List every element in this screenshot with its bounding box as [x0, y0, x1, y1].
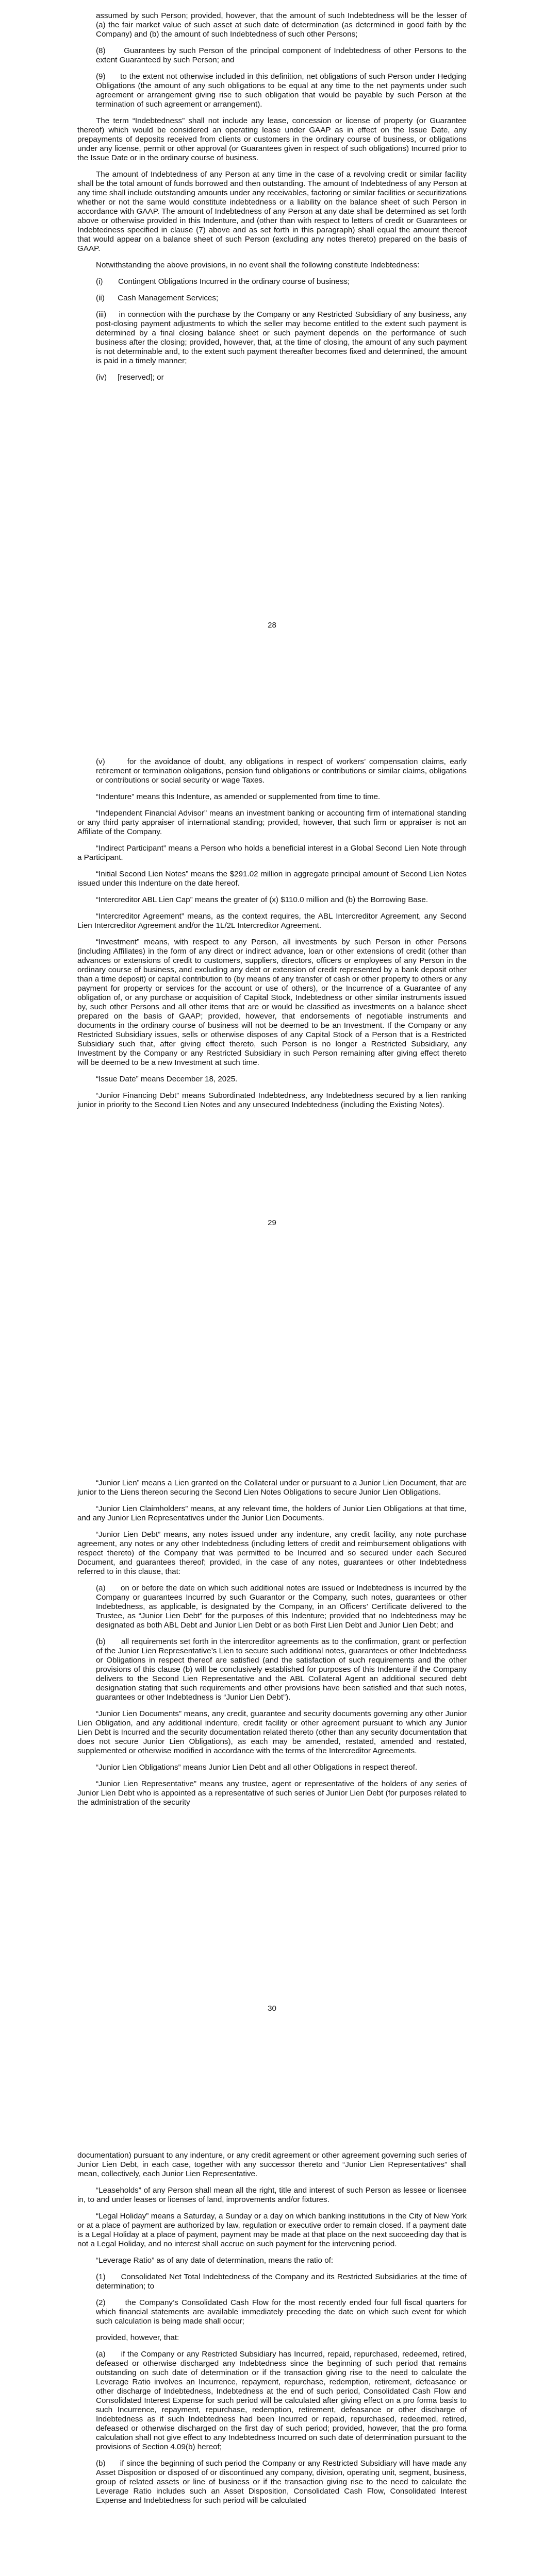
- paragraph: Notwithstanding the above provisions, in no event shall the following constitute Indebtedness:: [96, 261, 420, 269]
- page-31: [0, 2110, 544, 2576]
- list-item: (iv) [reserved]; or: [96, 373, 164, 382]
- definition-junior-lien-debt: “Junior Lien Debt” means, any notes issued under any indenture, any credit facility, any note purchase agreement, any notes or any other Indebtedness (including letters of credit and reimbursement obligations with respect thereto) of the Company that was permitted to be Incurred and so secured under each Secured Document, and guarantees thereof; provided, in the case of any notes, guarantees or other Indebtedness referred to in this clause, that:: [77, 1530, 467, 1576]
- list-item: (iii) in connection with the purchase by the Company or any Restricted Subsidiary of any business, any post-closing payment adjustments to which the seller may become entitled to the extent such payment is determined by a final closing balance sheet or such payment depends on the performance of such business after the closing; provided, however, that, at the time of closing, the amount of any such payment is not determinable and, to the extent such payment thereafter becomes fixed and determined, the amount is paid in a timely manner;: [96, 310, 467, 365]
- definition-junior-lien-representative: “Junior Lien Representative” means any trustee, agent or representative of the holders of any series of Junior Lien Debt who is appointed as a representative of such series of Junior Lien Debt (for purposes related to the administration of the security: [77, 1780, 467, 1807]
- definition-legal-holiday: “Legal Holiday” means a Saturday, a Sunday or a day on which banking institutions in the City of New York or at a place of payment are authorized by law, regulation or executive order to remain closed. If a payment date is a Legal Holiday at a place of payment, payment may be made at that place on the next succeeding day that is not a Legal Holiday, and no interest shall accrue on such payment for the intervening period.: [77, 2212, 467, 2248]
- definition-indirect-participant: “Indirect Participant” means a Person who holds a beneficial interest in a Global Second Lien Note through a Participant.: [77, 844, 467, 862]
- clause-b: (b) if since the beginning of such period the Company or any Restricted Subsidiary will have made any Asset Disposition or disposed of or discontinued any company, division, operating unit, segment, business, group of related assets or line of business or if the transaction giving rise to the need to calculate the Leverage Ratio includes such an Asset Disposition, Consolidated Cash Flow, Consolidated Interest Expense and Indebtedness for such period will be calculated: [96, 2459, 467, 2505]
- clause-a: (a) if the Company or any Restricted Subsidiary has Incurred, repaid, repurchased, redeemed, retired, defeased or otherwise discharged any Indebtedness since the beginning of such period that remains outstanding on such date of determination or if the transaction giving rise to the need to calculate the Leverage Ratio involves an Incurrence, repayment, repurchase, redemption, retirement, defeasance or other discharge of Indebtedness, Indebtedness at the end of such period, Consolidated Cash Flow and Consolidated Interest Expense for such period will be calculated after giving effect on a pro forma basis to such Incurrence, repayment, repurchase, redemption, retirement, defeasance or other discharge of Indebtedness as if such Indebtedness had been Incurred or repaid, repurchased, redeemed, retired, defeased or otherwise discharged on the first day of such period; provided, however, that the pro forma calculation shall not give effect to any Indebtedness Incurred on such date of determination pursuant to the provisions of Section 4.09(b) hereof;: [96, 2350, 467, 2451]
- paragraph: provided, however, that:: [96, 2333, 179, 2342]
- page-number: 30: [268, 2004, 276, 2013]
- clause-8: (8) Guarantees by such Person of the principal component of Indebtedness of other Persons to the extent Guaranteed by such Person; and: [96, 46, 467, 64]
- definition-junior-lien: “Junior Lien” means a Lien granted on the Collateral under or pursuant to a Junior Lien Document, that are junior to the Liens thereon securing the Second Lien Notes Obligations to secure Junior Lien Obligations.: [77, 1479, 467, 1497]
- definition-junior-lien-obligations: “Junior Lien Obligations” means Junior Lien Debt and all other Obligations in respect thereof.: [96, 1763, 418, 1772]
- page-30: [0, 1406, 544, 2110]
- definition-leverage-ratio: “Leverage Ratio” as of any date of determination, means the ratio of:: [96, 2256, 334, 2265]
- clause-9: (9) to the extent not otherwise included in this definition, net obligations of such Person under Hedging Obligations (the amount of any such obligations to be equal at any time to the net payments under such agreement or arrangement giving rise to such obligation that would be payable by such Person at the termination of such agreement or arrangement).: [96, 72, 467, 109]
- paragraph: The amount of Indebtedness of any Person at any time in the case of a revolving credit or similar facility shall be the total amount of funds borrowed and then outstanding. The amount of Indebtedness of any Person at any time shall include outstanding amounts under any receivables, factoring or similar facilities or securitizations whether or not the same would constitute indebtedness or a liability on the balance sheet of such Person in accordance with GAAP. The amount of Indebtedness of any Person at any date shall be determined as set forth above or otherwise provided in this Indenture, and (other than with respect to letters of credit or Guarantees or Indebtedness specified in clause (7) above and as set forth in this paragraph) shall equal the amount thereof that would appear on a balance sheet of such Person (excluding any notes thereto) prepared on the basis of GAAP.: [77, 170, 467, 253]
- clause-b: (b) all requirements set forth in the intercreditor agreements as to the confirmation, grant or perfection of the Junior Lien Representative’s Lien to secure such additional notes, guarantees or other Indebtedness or Obligations in respect thereof are satisfied (and the satisfaction of such requirements and the other provisions of this clause (b) will be conclusively established for purposes of this Indenture if the Company delivers to the Second Lien Representative and the ABL Collateral Agent an additional secured debt designation stating that such requirements and other provisions have been satisfied and that such notes, guarantees or other Indebtedness is “Junior Lien Debt”).: [96, 1637, 467, 1702]
- definition-intercreditor-abl-lien-cap: “Intercreditor ABL Lien Cap” means the greater of (x) $110.0 million and (b) the Borrowing Base.: [96, 895, 428, 904]
- list-item: (i) Contingent Obligations Incurred in the ordinary course of business;: [96, 277, 350, 286]
- page-29: [0, 703, 544, 1406]
- definition-junior-lien-documents: “Junior Lien Documents” means, any credit, guarantee and security documents governing any other Junior Lien Obligation, and any additional indenture, credit facility or other agreement pursuant to which any Junior Lien Debt is Incurred and the security documentation related thereto (other than any security documentation that does not secure Junior Lien Obligations), as each may be amended, restated, amended and restated, supplemented or otherwise modified in accordance with the terms of the Intercreditor Agreements.: [77, 1709, 467, 1755]
- page-number: 28: [268, 621, 276, 630]
- definition-independent-financial-advisor: “Independent Financial Advisor” means an investment banking or accounting firm of international standing or any third party appraiser of international standing; provided, however, that such firm or appraiser is not an Affiliate of the Company.: [77, 809, 467, 836]
- page-number: 29: [268, 1218, 276, 1227]
- definition-indenture: “Indenture” means this Indenture, as amended or supplemented from time to time.: [96, 792, 381, 801]
- clause-a: (a) on or before the date on which such additional notes are issued or Indebtedness is incurred by the Company or guarantees Incurred by such Guarantor or the Company, such notes, guarantees or other Indebtedness, as applicable, is designated by the Company, in an Officers’ Certificate delivered to the Trustee, as “Junior Lien Debt” for the purposes of this Indenture; provided that no Indebtedness may be designated as both ABL Debt and Junior Lien Debt or as both First Lien Debt and Junior Lien Debt; and: [96, 1584, 467, 1630]
- definition-issue-date: “Issue Date” means December 18, 2025.: [96, 1075, 238, 1083]
- clause-1: (1) Consolidated Net Total Indebtedness of the Company and its Restricted Subsidiaries at the time of determination; to: [96, 2273, 467, 2291]
- list-item: (v) for the avoidance of doubt, any obligations in respect of workers’ compensation claims, early retirement or termination obligations, pension fund obligations or contributions or similar claims, obligations or contributions or social security or wage Taxes.: [96, 757, 467, 785]
- definition-leaseholds: “Leaseholds” of any Person shall mean all the right, title and interest of such Person as lessee or licensee in, to and under leases or licenses of land, improvements and/or fixtures.: [77, 2186, 467, 2204]
- list-item: (ii) Cash Management Services;: [96, 294, 219, 302]
- definition-junior-financing-debt: “Junior Financing Debt” means Subordinated Indebtedness, any Indebtedness secured by a lien ranking junior in priority to the Second Lien Notes and any unsecured Indebtedness (including the Existing Notes).: [77, 1091, 467, 1109]
- definition-intercreditor-agreement: “Intercreditor Agreement” means, as the context requires, the ABL Intercreditor Agreement, any Second Lien Intercreditor Agreement and/or the 1L/2L Intercreditor Agreement.: [77, 912, 467, 930]
- paragraph: assumed by such Person; provided, however, that the amount of such Indebtedness will be the lesser of (a) the fair market value of such asset at such date of determination (as determined in good faith by the Company) and (b) the amount of such Indebtedness of such other Persons;: [96, 11, 467, 39]
- definition-investment: “Investment” means, with respect to any Person, all investments by such Person in other Persons (including Affiliates) in the form of any direct or indirect advance, loan or other extensions of credit (other than advances or extensions of credit to customers, suppliers, directors, officers or employees of any Person in the ordinary course of business, and excluding any debt or extension of credit represented by a bank deposit other than a time deposit) or capital contribution to (by means of any transfer of cash or other property to others or any payment for property or services for the account or use of others), or the Incurrence of a Guarantee of any obligation of, or any purchase or acquisition of Capital Stock, Indebtedness or other similar instruments issued by, such other Persons and all other items that are or would be classified as investments on a balance sheet prepared on the basis of GAAP; provided, however, that endorsements of negotiable instruments and documents in the ordinary course of business will not be deemed to be an Investment. If the Company or any Restricted Subsidiary issues, sells or otherwise disposes of any Capital Stock of a Person that is a Restricted Subsidiary such that, after giving effect thereto, such Person is no longer a Restricted Subsidiary, any Investment by the Company or any Restricted Subsidiary in such Person remaining after giving effect thereto will be deemed to be a new Investment at such time.: [77, 938, 467, 1067]
- definition-initial-second-lien-notes: “Initial Second Lien Notes” means the $291.02 million in aggregate principal amount of Second Lien Notes issued under this Indenture on the date hereof.: [77, 870, 467, 888]
- paragraph: documentation) pursuant to any indenture, or any credit agreement or other agreement governing such series of Junior Lien Debt, in each case, together with any successor thereto and “Junior Lien Representatives” shall mean, collectively, each Junior Lien Representative.: [77, 2151, 467, 2178]
- page-28: [0, 0, 544, 703]
- definition-junior-lien-claimholders: “Junior Lien Claimholders” means, at any relevant time, the holders of Junior Lien Obligations at that time, and any Junior Lien Representatives under the Junior Lien Documents.: [77, 1504, 467, 1522]
- paragraph: The term “Indebtedness” shall not include any lease, concession or license of property (or Guarantee thereof) which would be considered an operating lease under GAAP as in effect on the Issue Date, any prepayments of deposits received from clients or customers in the ordinary course of business, or obligations under any license, permit or other approval (or Guarantees given in respect of such obligations) Incurred prior to the Issue Date or in the ordinary course of business.: [77, 116, 467, 162]
- clause-2: (2) the Company’s Consolidated Cash Flow for the most recently ended four full fiscal quarters for which financial statements are available immediately preceding the date on which such event for which such calculation is being made shall occur;: [96, 2298, 467, 2326]
